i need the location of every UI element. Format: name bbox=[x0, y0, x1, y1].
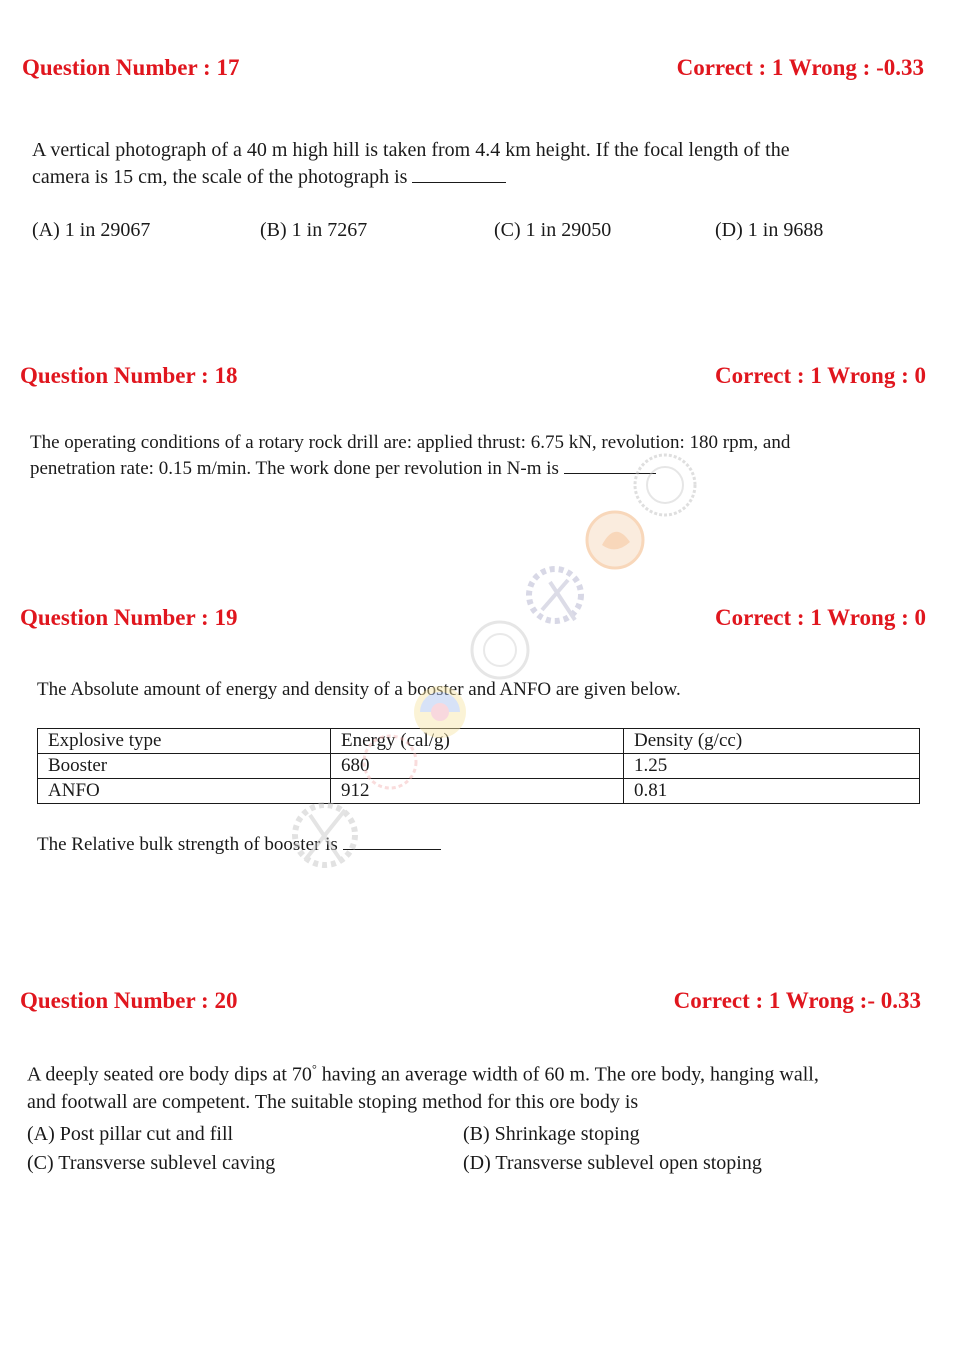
q20-option-c: (C) Transverse sublevel caving bbox=[27, 1152, 276, 1174]
q20-option-a: (A) Post pillar cut and fill bbox=[27, 1123, 234, 1145]
q20-marks: Correct : 1 Wrong :- 0.33 bbox=[673, 988, 921, 1013]
q20-text-line1-b: having an average width of 60 m. The ore body, hanging wall, bbox=[316, 1063, 819, 1086]
q20-question bbox=[27, 1056, 937, 1116]
q20-text-line1-a: A deeply seated ore body dips at 70 bbox=[27, 1063, 312, 1086]
table-cell: 0.81 bbox=[624, 779, 920, 804]
q18-text-line2-content: penetration rate: 0.15 m/min. The work done per revolution in N-m is bbox=[30, 458, 559, 479]
q17-text-line2 bbox=[32, 164, 937, 191]
q20-text-line1 bbox=[27, 1056, 937, 1089]
q19-marks: Correct : 1 Wrong : 0 bbox=[714, 605, 926, 630]
q17-question bbox=[32, 137, 937, 191]
table-cell: 680 bbox=[331, 754, 624, 779]
gear-icon bbox=[295, 805, 355, 865]
q20-option-b: (B) Shrinkage stoping bbox=[463, 1123, 640, 1145]
table-header-cell: Energy (cal/g) bbox=[331, 729, 624, 754]
table-cell: 912 bbox=[331, 779, 624, 804]
logo-icon bbox=[414, 686, 466, 738]
table-cell: ANFO bbox=[38, 779, 331, 804]
q17-marks: Correct : 1 Wrong : -0.33 bbox=[676, 55, 924, 80]
q17-answer-blank bbox=[412, 166, 506, 183]
table-header-cell: Density (g/cc) bbox=[624, 729, 920, 754]
q17-text-line2-content: camera is 15 cm, the scale of the photograph is bbox=[32, 166, 408, 188]
table-cell: Booster bbox=[38, 754, 331, 779]
table-header-cell: Explosive type bbox=[38, 729, 331, 754]
watermark-seals-icon bbox=[250, 450, 710, 920]
q17-option-a: (A) 1 in 29067 bbox=[32, 219, 151, 241]
q18-title: Question Number : 18 bbox=[20, 363, 238, 388]
seal-icon bbox=[472, 622, 528, 678]
table-cell: 1.25 bbox=[624, 754, 920, 779]
q18-text-line1: The operating conditions of a rotary rock drill are: applied thrust: 6.75 kN, revolution: 180 rpm, and bbox=[30, 432, 791, 453]
seal-icon bbox=[635, 455, 695, 515]
gear-icon bbox=[529, 569, 581, 621]
q20-title: Question Number : 20 bbox=[20, 988, 238, 1013]
q17-option-b: (B) 1 in 7267 bbox=[260, 219, 368, 241]
q18-marks: Correct : 1 Wrong : 0 bbox=[714, 363, 926, 388]
q17-text-line1: A vertical photograph of a 40 m high hill is taken from 4.4 km height. If the focal length of the bbox=[32, 139, 790, 161]
q17-option-c: (C) 1 in 29050 bbox=[494, 219, 612, 241]
seal-icon bbox=[364, 736, 416, 788]
q20-option-d: (D) Transverse sublevel open stoping bbox=[463, 1152, 762, 1174]
degree-symbol: ° bbox=[311, 1062, 317, 1076]
q19-title: Question Number : 19 bbox=[20, 605, 238, 630]
q19-question-text: The Relative bulk strength of booster is bbox=[37, 834, 338, 855]
q17-option-d: (D) 1 in 9688 bbox=[715, 219, 824, 241]
q20-text-line2: and footwall are competent. The suitable stoping method for this ore body is bbox=[27, 1090, 639, 1113]
logo-icon bbox=[587, 512, 643, 568]
q17-title: Question Number : 17 bbox=[22, 55, 240, 80]
q19-intro: The Absolute amount of energy and density of a booster and ANFO are given below. bbox=[37, 679, 681, 700]
